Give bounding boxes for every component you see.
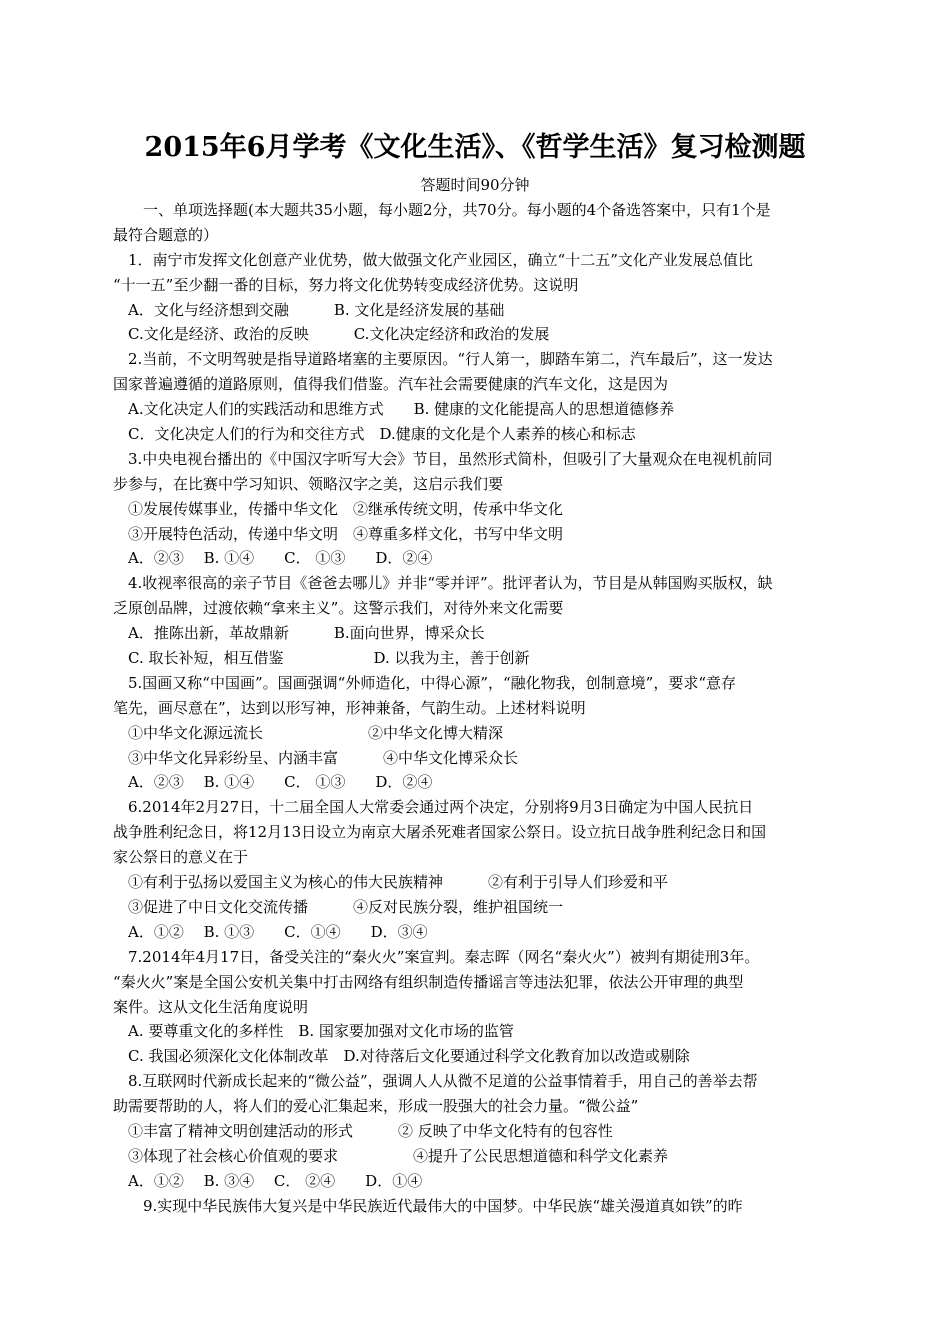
text-line: 案件。这从文化生活角度说明 [113,997,309,1016]
text-line: ③中华文化异彩纷呈、内涵丰富 ④中华文化博采众长 [128,748,519,767]
text-line: 2.当前，不文明驾驶是指导道路堵塞的主要原因。“行人第一，脚踏车第二，汽车最后”，这一发达 [128,350,773,369]
text-line: ①丰富了精神文明创建活动的形式 ② 反映了中华文化特有的包容性 [128,1121,613,1140]
text-line: 4.收视率很高的亲子节目《爸爸去哪儿》并非“零并评”。批评者认为，节目是从韩国购买版权，缺 [128,574,773,593]
text-line: 家公祭日的意义在于 [113,848,249,867]
text-line: 7.2014年4月17日，备受关注的“秦火火”案宣判。秦志晖（网名“秦火火”）被判有期徒刑3年。 [128,947,760,966]
text-line: A．①② B. ①③ C．①④ D．③④ [128,922,428,941]
text-line: “十一五”至少翻一番的目标，努力将文化优势转变成经济优势。这说明 [113,275,579,294]
text-line: A．推陈出新，革故鼎新 B.面向世界，博采众长 [128,624,485,643]
text-line: 国家普遍遵循的道路原则，值得我们借鉴。汽车社会需要健康的汽车文化，这是因为 [113,375,669,394]
text-line: 一、单项选择题(本大题共35小题，每小题2分，共70分。每小题的4个备选答案中，只有1个是 [143,201,771,219]
text-line: C. 取长补短，相互借鉴 D. 以我为主，善于创新 [128,649,530,668]
text-line: ①中华文化源远流长 ②中华文化博大精深 [128,723,504,742]
document-subtitle: 答题时间90分钟 [420,176,530,194]
text-line: 3.中央电视台播出的《中国汉字听写大会》节目，虽然形式简朴，但吸引了大量观众在电视机前同 [128,449,773,468]
text-line: 战争胜利纪念日，将12月13日设立为南京大屠杀死难者国家公祭日。设立抗日战争胜利纪念日和国 [113,823,767,842]
text-line: A. 要尊重文化的多样性 B. 国家要加强对文化市场的监管 [128,1022,514,1041]
text-line: ①有利于弘扬以爱国主义为核心的伟大民族精神 ②有利于引导人们珍爱和平 [128,873,669,892]
text-line: 5.国画又称“中国画”。国画强调“外师造化，中得心源”，“融化物我，创制意境”，要求“意存 [128,673,736,692]
text-line: ③促进了中日文化交流传播 ④反对民族分裂，维护祖国统一 [128,897,564,916]
text-line: “秦火火”案是全国公安机关集中打击网络有组织制造传播谣言等违法犯罪，依法公开审理的典型 [113,972,744,991]
text-line: 9.实现中华民族伟大复兴是中华民族近代最伟大的中国梦。中华民族“雄关漫道真如铁”的昨 [143,1196,743,1215]
text-line: A．②③ B. ①④ C． ①③ D．②④ [128,549,433,568]
text-line: A．②③ B. ①④ C． ①③ D．②④ [128,773,433,792]
text-line: ①发展传媒事业，传播中华文化 ②继承传统文明，传承中华文化 [128,499,564,518]
document-body [113,198,843,1219]
text-line: 步参与，在比赛中学习知识、领略汉字之美，这启示我们要 [113,474,504,493]
text-line: 乏原创品牌，过渡依赖“拿来主义”。这警示我们，对待外来文化需要 [113,599,564,618]
document-title: 2015年6月学考《文化生活》、《哲学生活》复习检测题 [144,132,806,163]
text-line: 最符合题意的） [113,225,219,244]
text-line: C．文化决定人们的行为和交往方式 D.健康的文化是个人素养的核心和标志 [128,425,636,444]
text-line: A．文化与经济想到交融 B. 文化是经济发展的基础 [128,300,505,319]
text-line: 8.互联网时代新成长起来的“微公益”，强调人人从微不足道的公益事情着手，用自己的善举去帮 [128,1072,758,1091]
text-line: C. 我国必须深化文化体制改革 D.对待落后文化要通过科学文化教育加以改造或剔除 [128,1047,690,1066]
text-line: 6.2014年2月27日，十二届全国人大常委会通过两个决定，分别将9月3日确定为中国人民抗日 [128,798,754,817]
text-line: ③开展特色活动，传递中华文明 ④尊重多样文化，书写中华文明 [128,524,564,543]
text-line: 助需要帮助的人，将人们的爱心汇集起来，形成一股强大的社会力量。“微公益” [113,1097,639,1116]
text-line: C.文化是经济、政治的反映 C.文化决定经济和政治的发展 [128,325,550,344]
text-line: ③体现了社会核心价值观的要求 ④提升了公民思想道德和科学文化素养 [128,1146,669,1165]
text-line: 笔先，画尽意在”，达到以形写神，形神兼备，气韵生动。上述材料说明 [113,698,586,717]
text-line: 1．南宁市发挥文化创意产业优势，做大做强文化产业园区，确立“十二五”文化产业发展总值比 [128,250,753,269]
text-line: A.文化决定人们的实践活动和思维方式 B. 健康的文化能提高人的思想道德修养 [128,400,675,419]
text-line: A．①② B. ③④ C． ②④ D．①④ [128,1171,423,1190]
